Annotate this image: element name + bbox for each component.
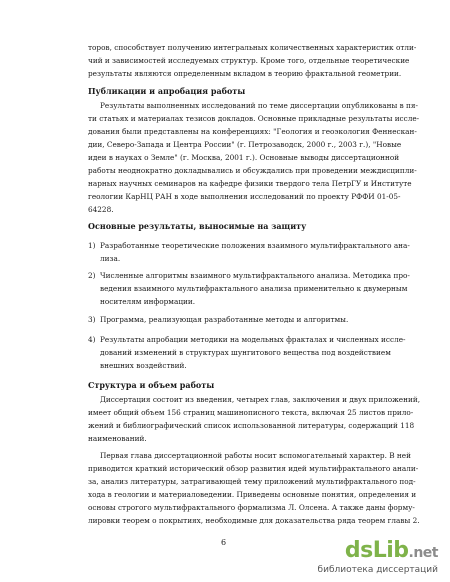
- list-item-line: внешних воздействий.: [100, 361, 187, 370]
- body-line: чий и зависимостей исследуемых структур. Кроме того, отдельные теоретические: [88, 56, 410, 65]
- watermark-subtitle: библиотека диссертаций: [317, 565, 438, 575]
- body-line: результаты являются определенным вкладом в теорию фрактальной геометрии.: [88, 69, 402, 78]
- body-line: Диссертация состоит из введения, четырех глав, заключения и двух приложений,: [100, 395, 421, 404]
- list-item-number: 2): [88, 271, 96, 280]
- body-line: хода в геологии и материаловедении. Приведены основные понятия, определения и: [88, 490, 417, 499]
- body-line: за, анализ литературы, затрагивающей тему приложений мультифрактального под-: [88, 477, 416, 486]
- body-line: имеет общий объем 156 страниц машинописного текста, включая 25 листов прило-: [88, 408, 414, 417]
- watermark-logo-tld: net: [413, 545, 438, 561]
- body-line: жений и библиографический список использованной литературы, содержащий 118: [88, 421, 415, 430]
- list-item-line: Численные алгоритмы взаимного мультифрактального анализа. Методика про-: [100, 271, 410, 280]
- page-number: 6: [221, 538, 227, 547]
- list-item-line: дований изменений в структурах шунгитового вещества под воздействием: [100, 348, 391, 357]
- list-item-line: лиза.: [100, 254, 121, 263]
- body-line: приводится краткий исторический обзор развития идей мультифрактального анали-: [88, 464, 419, 473]
- body-line: Первая глава диссертационной работы носит вспомогательный характер. В ней: [100, 451, 411, 460]
- body-line: лировки теорем о покрытиях, необходимые для доказательства ряда теорем главы 2.: [88, 516, 420, 525]
- list-item-line: носителям информации.: [100, 297, 196, 306]
- body-line: ти статьях и материалах тезисов докладов. Основные прикладные результаты иссле-: [88, 114, 420, 123]
- list-item-line: ведения взаимного мультифрактального анализа применительно к двумерным: [100, 284, 408, 293]
- list-item-line: Программа, реализующая разработанные методы и алгоритмы.: [100, 315, 349, 324]
- section-heading-results: Основные результаты, выносимые на защиту: [88, 221, 307, 231]
- body-line: нарных научных семинаров на кафедре физики твердого тела ПетрГУ и Институте: [88, 179, 412, 188]
- list-item-number: 4): [88, 335, 96, 344]
- watermark-logo-main: dsLib: [344, 538, 409, 563]
- body-line: наименований.: [88, 434, 147, 443]
- list-item-line: Результаты апробации методики на модельных фракталах и численных иссле-: [100, 335, 406, 344]
- body-line: дии, Северо-Запада и Центра России" (г. Петрозаводск, 2000 г., 2003 г.), "Новые: [88, 140, 402, 149]
- watermark-logo-dot: .: [408, 545, 414, 561]
- body-line: дования были представлены на конференциях: "Геология и геоэкология Феннескан-: [88, 127, 417, 136]
- list-item-number: 1): [88, 241, 96, 250]
- body-line: основы строгого мультифрактального формализма Л. Олсена. А также даны форму-: [88, 503, 415, 512]
- watermark[interactable]: [288, 538, 438, 578]
- body-line: 64228.: [88, 205, 114, 214]
- section-heading-publications: Публикации и апробация работы: [88, 86, 246, 96]
- body-line: идеи в науках о Земле" (г. Москва, 2001 г.). Основные выводы диссертационной: [88, 153, 400, 162]
- body-line: торов, способствует получению интегральных количественных характеристик отли-: [88, 43, 417, 52]
- list-item-line: Разработанные теоретические положения взаимного мультифрактального ана-: [100, 241, 410, 250]
- body-line: геологии КарНЦ РАН в ходе выполнения исследований по проекту РФФИ 01-05-: [88, 192, 401, 201]
- section-heading-structure: Структура и объем работы: [88, 380, 215, 390]
- list-item-number: 3): [88, 315, 96, 324]
- watermark-logo: [345, 538, 438, 563]
- body-line: Результаты выполненных исследований по теме диссертации опубликованы в пя-: [100, 101, 418, 110]
- body-line: работы неоднократно докладывались и обсуждались при проведении междисципли-: [88, 166, 417, 175]
